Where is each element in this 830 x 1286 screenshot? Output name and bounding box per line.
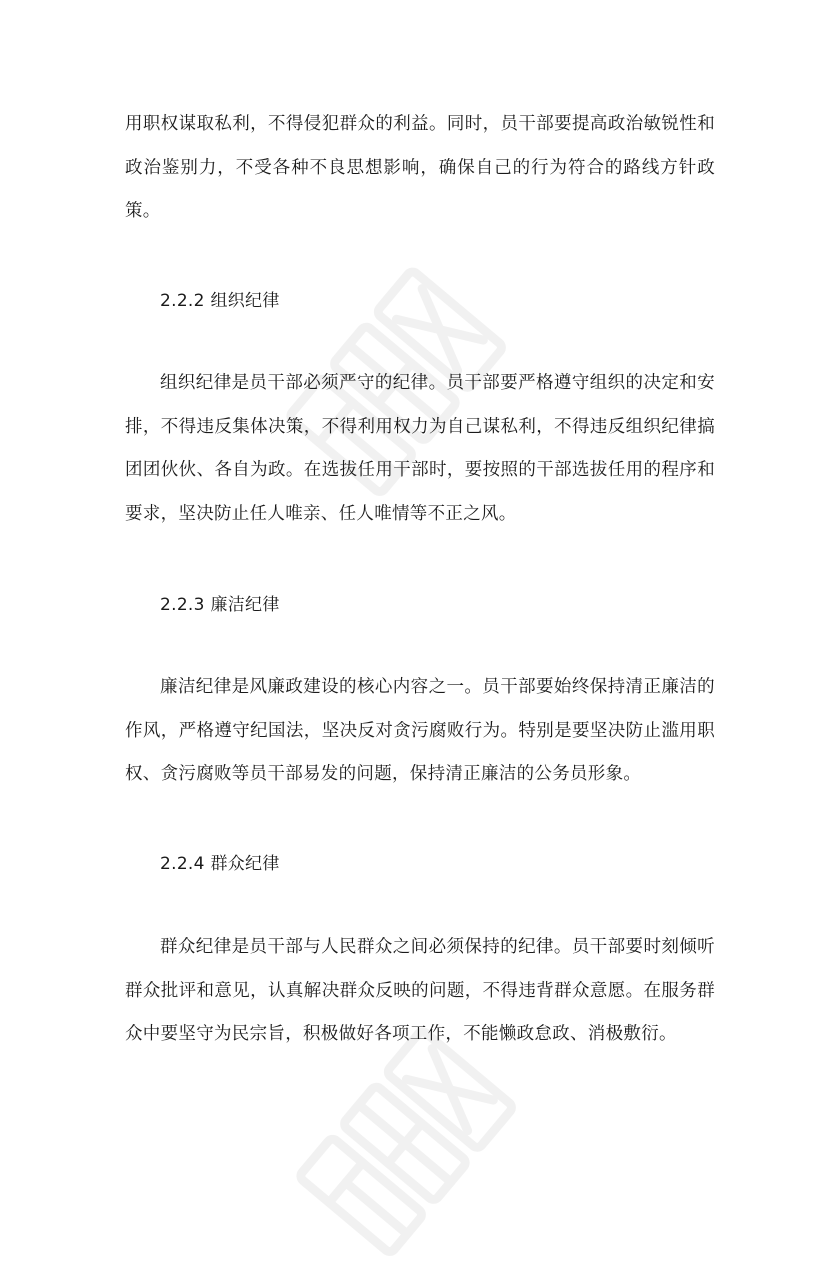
paragraph-continuation: 用职权谋取私利，不得侵犯群众的利益。同时，员干部要提高政治敏锐性和政治鉴别力，不受各种不良思想影响，确保自己的行为符合的路线方针政策。 <box>125 114 715 222</box>
section-heading-mass-discipline: 2.2.4 群众纪律 <box>160 854 280 874</box>
section-heading-integrity-discipline: 2.2.3 廉洁纪律 <box>160 595 280 615</box>
section-heading-organizational-discipline: 2.2.2 组织纪律 <box>160 291 280 311</box>
paragraph-integrity-discipline: 廉洁纪律是风廉政建设的核心内容之一。员干部要始终保持清正廉洁的作风，严格遵守纪国法，坚决反对贪污腐败行为。特别是要坚决防止滥用职权、贪污腐败等员干部易发的问题，保持清正廉洁的公务员形象。 <box>125 677 715 785</box>
paragraph-organizational-discipline: 组织纪律是员干部必须严守的纪律。员干部要严格遵守组织的决定和安排，不得违反集体决策，不得利用权力为自己谋私利，不得违反组织纪律搞团团伙伙、各自为政。在选拔任用干部时，要按照的干部选拔任用的程序和要求，坚决防止任人唯亲、任人唯情等不正之风。 <box>125 373 715 524</box>
paragraph-mass-discipline: 群众纪律是员干部与人民群众之间必须保持的纪律。员干部要时刻倾听群众批评和意见，认真解决群众反映的问题，不得违背群众意愿。在服务群众中要坚守为民宗旨，积极做好各项工作，不能懒政怠政、消极敷衍。 <box>125 937 715 1045</box>
